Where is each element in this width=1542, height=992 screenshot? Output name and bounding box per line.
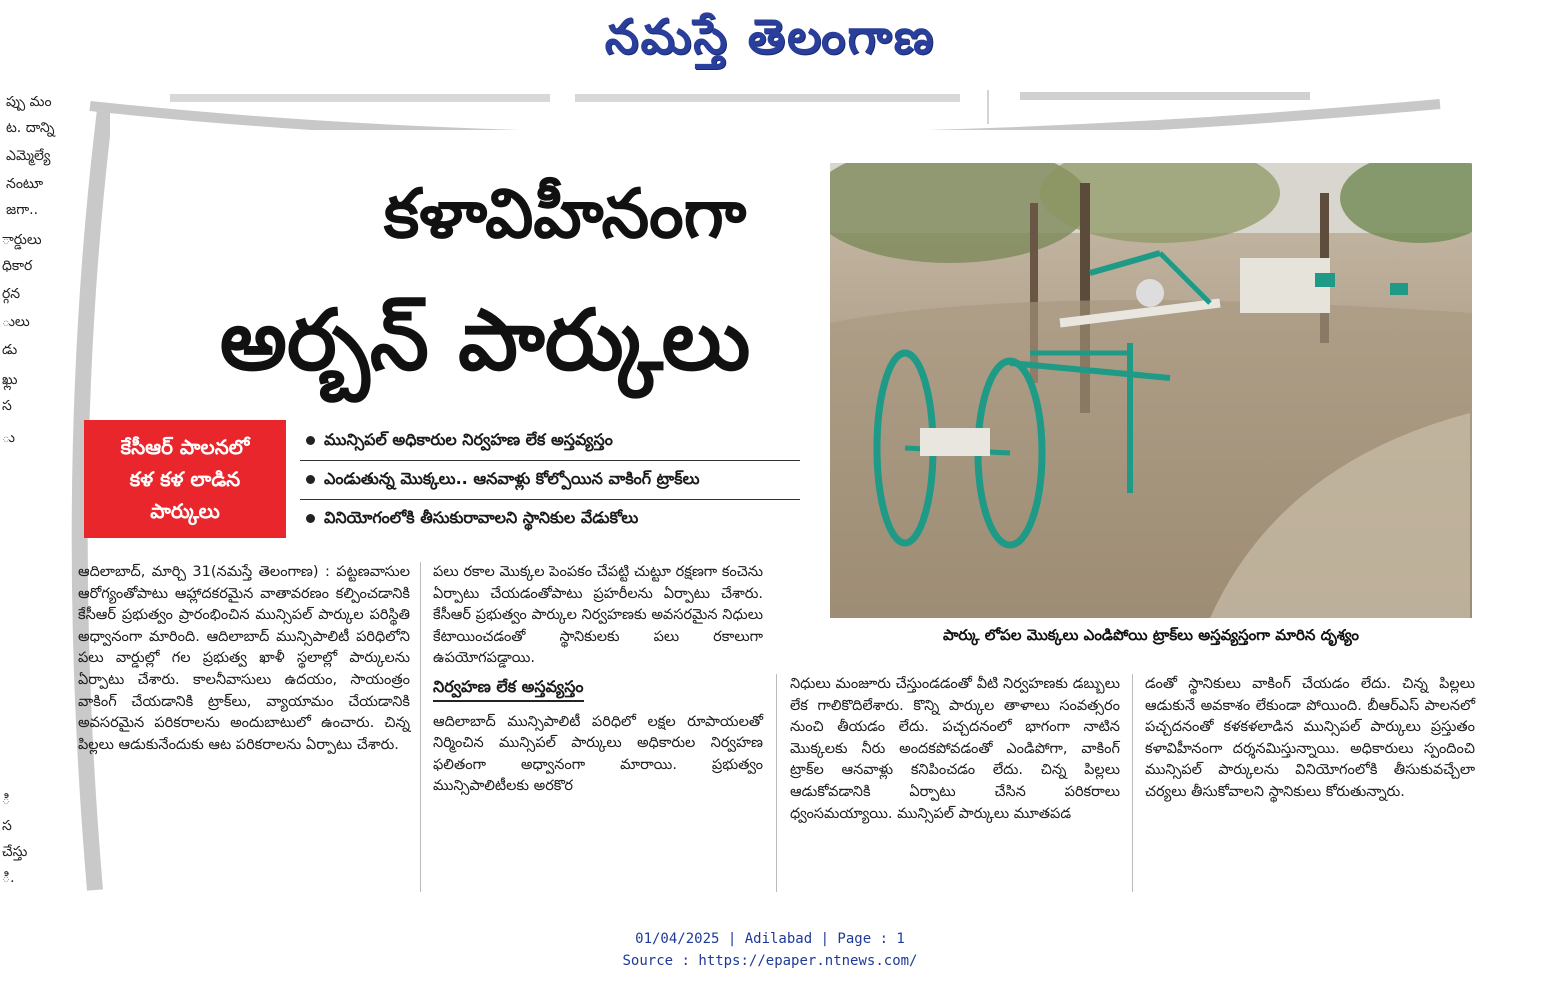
left-fragment: జగా.. (6, 202, 39, 218)
key-points (300, 424, 800, 540)
article-column-4 (1145, 674, 1475, 804)
left-fragment: ఎమ్మెల్యే (6, 148, 51, 164)
edition-info: 01/04/2025 | Adilabad | Page : 1 (635, 931, 905, 947)
left-fragment: ధికార (2, 258, 33, 274)
article-paragraph: నిధులు మంజూరు చేస్తుండడంతో వీటి నిర్వహణకు డబ్బులు లేక గాలికొదిలేశారు. కొన్ని పార్కుల తాళాలు సంవత్సరం నుంచి తీయడం లేదు. పచ్చదనంలో భాగంగా నాటిన మొక్కలకు నీరు అందకపోవడంతో ఎండిపోగా, వాకింగ్ ట్రాక్‌ల ఆనవాళ్లు కనిపించడం లేదు. చిన్న పిల్లలు ఆడుకోవడానికి ఏర్పాటు చేసిన పరికరాలు ధ్వంసమయ్యాయి. మున్సిపల్ పార్కులు మూతపడ (790, 676, 1120, 822)
article-column-2 (433, 562, 763, 798)
headline-line-1: కళావిహీనంగా (383, 175, 747, 254)
article-column-1 (78, 562, 410, 756)
left-fragment: డు (2, 342, 18, 358)
headline-line-2: అర్బన్ పార్కులు (219, 291, 751, 389)
source-link[interactable]: Source : https://epaper.ntnews.com/ (622, 953, 918, 969)
page-footer (520, 928, 1020, 972)
highlight-line: పార్కులు (150, 499, 220, 523)
left-fragment: ట. దాన్ని (6, 120, 55, 136)
article-column-3 (790, 674, 1120, 825)
newspaper-masthead: నమస్తే తెలంగాణ (604, 9, 936, 65)
left-fragment: ులు (2, 314, 30, 330)
key-point: ఎండుతున్న మొక్కలు.. ఆనవాళ్లు కోల్పోయిన వాకింగ్ ట్రాక్‌లు (300, 463, 800, 500)
highlight-box (84, 420, 286, 538)
article-paragraph: డంతో స్థానికులు వాకింగ్ చేయడం లేదు. చిన్న పిల్లలు ఆడుకునే అవకాశం లేకుండా పోయింది. బీఆర్‌ఎస్ పాలనలో పచ్చదనంతో కళకళలాడిన మున్సిపల్ పార్కులు ప్రస్తుతం కళావిహీనంగా దర్శనమిస్తున్నాయి. అధికారులు స్పందించి మున్సిపల్ పార్కులను వినియోగంలోకి తీసుకువచ్చేలా చర్యలు తీసుకోవాలని స్థానికులు కోరుతున్నారు. (1145, 676, 1475, 800)
left-fragment: స (2, 398, 12, 414)
article-paragraph: ఆదిలాబాద్, మార్చి 31(నమస్తే తెలంగాణ) : పట్టణవాసుల ఆరోగ్యంతోపాటు ఆహ్లాదకరమైన వాతావరణం కల్పించడానికి కేసీఆర్ ప్రభుత్వం ప్రారంభించిన మున్సిపల్ పార్కుల పరిస్థితి అధ్వానంగా మారింది. ఆదిలాబాద్ మున్సిపాలిటీ పరిధిలోని పలు వార్డుల్లో గల ప్రభుత్వ ఖాళీ స్థలాల్లో పార్కులను ఏర్పాటు చేశారు. కాలనీవాసులు ఉదయం, సాయంత్రం వాకింగ్ చేయడానికి ట్రాక్‌లు, వ్యాయామం చేయడానికి అవసరమైన పరికరాలను అందుబాటులో ఉంచారు. చిన్న పిల్లలు ఆడుకునేందుకు ఆట పరికరాలను ఏర్పాటు చేశారు. (78, 564, 410, 753)
highlight-line: కేసీఆర్ పాలనలో (120, 435, 250, 459)
article-paragraph: ఆదిలాబాద్ మున్సిపాలిటీ పరిధిలో లక్షల రూపాయలతో నిర్మించిన మున్సిపల్ పార్కులు అధికారుల నిర్వహణ ఫలితంగా అధ్వానంగా మారాయి. ప్రభుత్వం మున్సిపాలిటీలకు అరకొర (433, 713, 763, 795)
highlight-line: కళ కళ లాడిన (129, 467, 241, 491)
park-photo (830, 163, 1472, 618)
article-subheading: నిర్వహణ లేక అస్తవ్యస్తం (433, 676, 584, 702)
park-scene-illustration (830, 163, 1472, 618)
left-fragment: ు (2, 430, 15, 446)
curved-divider (0, 76, 1542, 130)
left-fragment: ప్పు మం (6, 94, 52, 110)
left-fragment: ఖ్లు (2, 372, 18, 388)
column-divider (776, 674, 777, 892)
left-fragment: ి (2, 792, 11, 808)
key-point: వినియోగంలోకి తీసుకురావాలని స్థానికుల వేడుకోలు (300, 502, 800, 538)
left-fragment: స (2, 818, 12, 834)
left-fragment: నంటూ (6, 176, 44, 192)
left-fragment: ి. (2, 870, 15, 886)
column-divider (420, 562, 421, 892)
photo-caption: పార్కు లోపల మొక్కలు ఎండిపోయి ట్రాక్‌లు అస్తవ్యస్తంగా మారిన దృశ్యం (942, 626, 1360, 644)
previous-article-strip (0, 76, 1542, 130)
left-fragment: ర్గన (2, 286, 21, 302)
key-point: మున్సిపల్ అధికారుల నిర్వహణ లేక అస్తవ్యస్తం (300, 424, 800, 461)
column-divider (1132, 674, 1133, 892)
article-paragraph: పలు రకాల మొక్కల పెంపకం చేపట్టి చుట్టూ రక్షణగా కంచెను ఏర్పాటు చేయడంతోపాటు ప్రహరీలను ఏర్పాటు చేశారు. కేసీఆర్ ప్రభుత్వం పార్కుల నిర్వహణకు అవసరమైన నిధులు కేటాయించడంతో స్థానికులకు పలు రకాలుగా ఉపయోగపడ్డాయి. (433, 564, 763, 667)
left-fragment: చేస్తు (2, 844, 28, 860)
left-fragment: ార్డులు (2, 232, 42, 248)
